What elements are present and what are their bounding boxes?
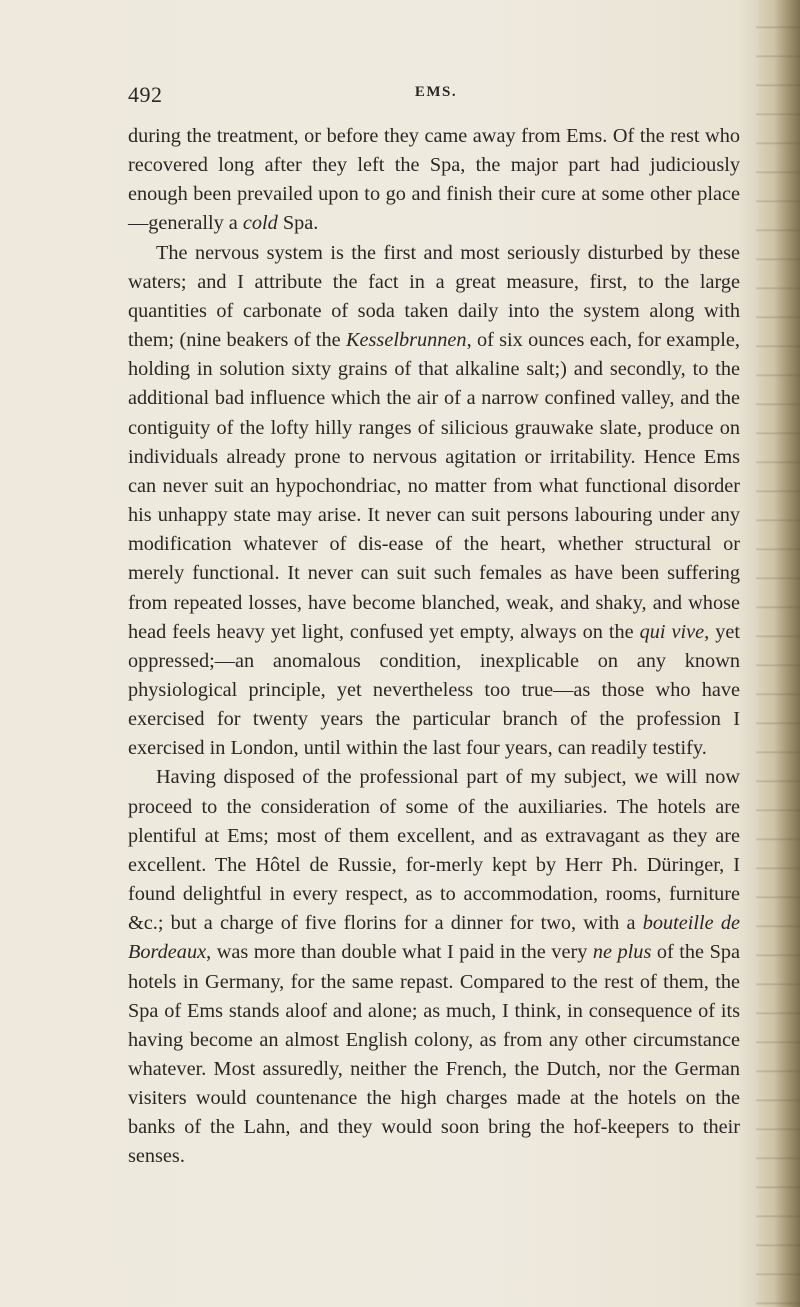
text-segment: during the treatment, or before they came away from Ems. Of the rest who recovered long after they left the Spa, the major part had judiciously enough been prevailed upon to go and finish their cure at some other place—generally a: [128, 125, 740, 235]
paragraph-1: [128, 122, 740, 239]
page-number: 492: [128, 82, 163, 107]
text-segment: Having disposed of the professional part of my subject, we will now proceed to the consideration of some of the auxiliaries. The hotels are plentiful at Ems; most of them excellent, and as extravagant as they are excellent. The Hôtel de Russie, for-merly kept by Herr Ph. Düringer, I found delightful in every respect, as to accommodation, rooms, furniture &c.; but a charge of five florins for a dinner for two, with a: [128, 766, 740, 935]
text-segment-italic: Kesselbrunnen: [346, 329, 467, 352]
body-text: [128, 122, 740, 1172]
text-segment-italic: qui vive: [639, 620, 705, 643]
running-title: EMS.: [414, 84, 458, 100]
running-head: [128, 82, 744, 108]
text-segment: The nervous system is the first and most seriously disturbed by these waters; and I attribute the fact in a great measure, first, to the large quantities of carbonate of soda taken daily into the system along with them; (nine beakers of the: [128, 241, 740, 352]
text-segment-italic: bouteille de Bordeaux: [128, 912, 740, 964]
text-segment: of the Spa hotels in Germany, for the same repast. Compared to the rest of them, the Spa of Ems stands aloof and alone; as much, I think, in consequence of its having become an almost English colony, as from any other circumstance whatever. Most assuredly, neither the French, the Dutch, nor the German visiters would countenance the high charges made at the hotels on the banks of the Lahn, and they would soon bring the hof-keepers to their senses.: [128, 941, 740, 1168]
paragraph-3: [128, 763, 740, 1171]
text-segment-italic: ne plus: [592, 941, 652, 964]
page-binding-edge: [756, 0, 800, 1307]
paragraph-2: [128, 239, 740, 764]
text-segment: , of six ounces each, for example, holding in solution sixty grains of that alkaline salt;) and secondly, to the additional bad influence which the air of a narrow confined valley, and the contiguity of the lofty hilly ranges of silicious grauwake slate, produce on individuals already prone to nervous agitation or irritability. Hence Ems can never suit an hypochondriac, no matter from what functional disorder his unhappy state may arise. It never can suit persons labouring under any modification whatever of dis-ease of the heart, whether structural or merely functional. It never can suit such females as have been suffering from repeated losses, have become blanched, weak, and shaky, and whose head feels heavy yet light, confused yet empty, always on the: [128, 329, 740, 643]
text-segment: , yet oppressed;—an anomalous condition, inexplicable on any known physiological principle, yet nevertheless too true—as those who have exercised for twenty years the particular branch of the profession I exercised in London, until within the last four years, can readily testify.: [128, 620, 740, 760]
text-segment: , was more than double what I paid in the very: [206, 941, 593, 964]
text-segment: Spa.: [277, 212, 319, 235]
text-segment-italic: cold: [242, 212, 278, 235]
